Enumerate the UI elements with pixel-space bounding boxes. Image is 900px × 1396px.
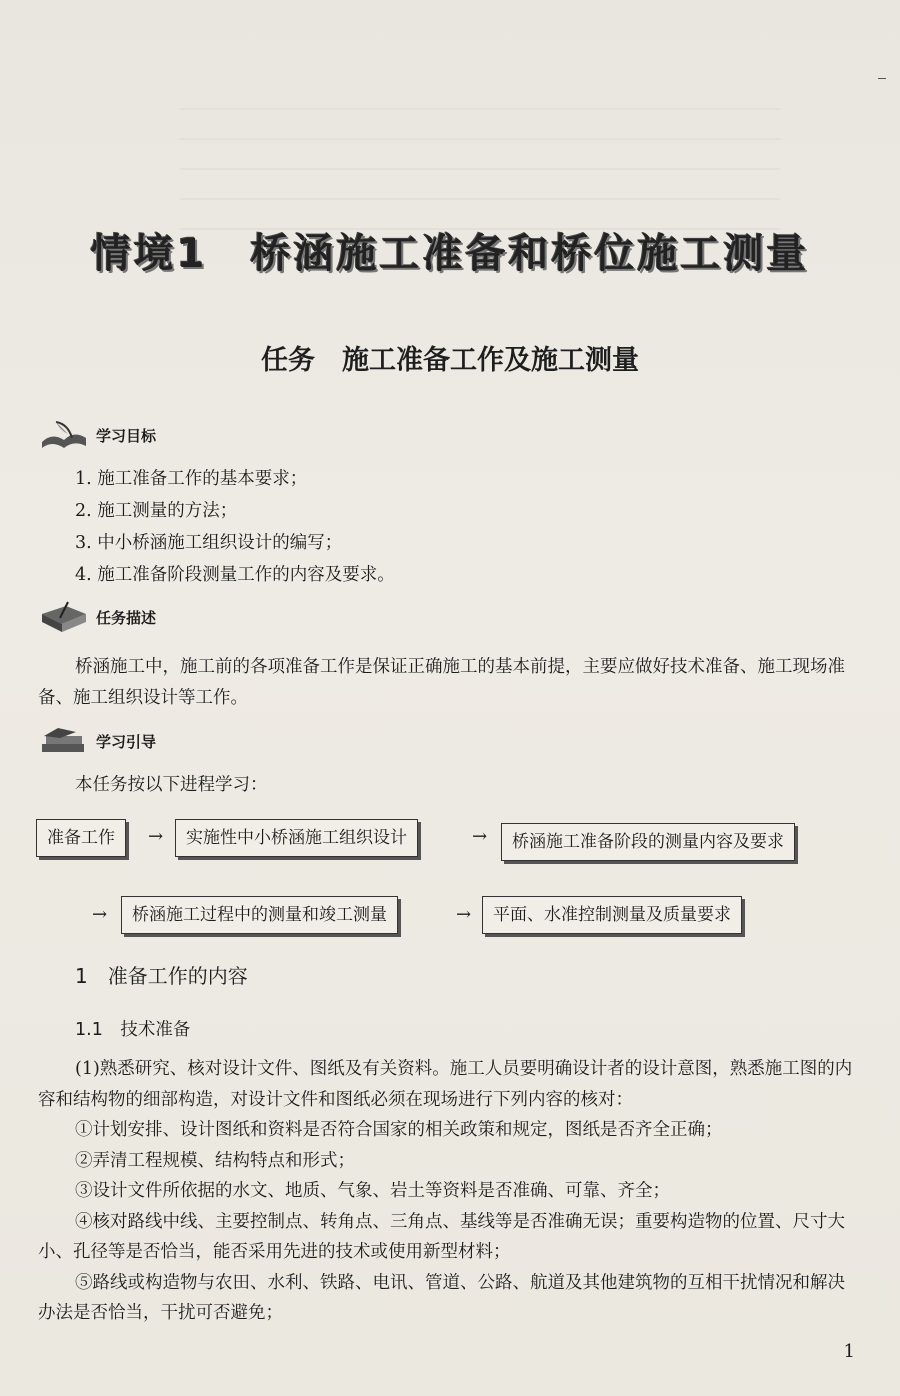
section-heading: 1 准备工作的内容 bbox=[75, 964, 248, 988]
flow-step-4: 桥涵施工过程中的测量和竣工测量 bbox=[121, 896, 398, 934]
flow-arrow: → bbox=[456, 904, 472, 925]
chapter-title: 情境1 桥涵施工准备和桥位施工测量 bbox=[90, 231, 810, 277]
check-item: ②弄清工程规模、结构特点和形式； bbox=[75, 1150, 355, 1171]
flow-step-5: 平面、水准控制测量及质量要求 bbox=[482, 896, 742, 934]
goal-item: 3. 中小桥涵施工组织设计的编写； bbox=[75, 533, 343, 553]
books-icon bbox=[38, 724, 90, 758]
flow-step-2: 实施性中小桥涵施工组织设计 bbox=[175, 819, 418, 857]
learning-goals-heading bbox=[38, 418, 156, 452]
flow-arrow: → bbox=[472, 826, 488, 847]
check-item: ⑤路线或构造物与农田、水利、铁路、电讯、管道、公路、航道及其他建筑物的互相干扰情况和解决办法是否恰当，干扰可否避免； bbox=[38, 1272, 845, 1323]
goal-item: 4. 施工准备阶段测量工作的内容及要求。 bbox=[75, 565, 395, 585]
subsection-heading: 1.1 技术准备 bbox=[75, 1020, 191, 1040]
learning-guide-intro: 本任务按以下进程学习： bbox=[75, 775, 268, 795]
goal-item: 2. 施工测量的方法； bbox=[75, 501, 238, 521]
learning-goals-label: 学习目标 bbox=[96, 426, 157, 445]
goal-item: 1. 施工准备工作的基本要求； bbox=[75, 469, 308, 489]
flow-step-1: 准备工作 bbox=[36, 819, 126, 857]
learning-guide-heading bbox=[38, 724, 156, 758]
section-body bbox=[38, 1054, 858, 1329]
body-paragraph: (1)熟悉研究、核对设计文件、图纸及有关资料。施工人员要明确设计者的设计意图，熟悉施工图的内容和结构物的细部构造，对设计文件和图纸必须在现场进行下列内容的核对： bbox=[38, 1059, 853, 1110]
learning-guide-label: 学习引导 bbox=[96, 732, 157, 751]
margin-mark bbox=[878, 78, 886, 79]
flow-arrow: → bbox=[148, 826, 164, 847]
show-through-texture bbox=[180, 100, 780, 230]
flow-step-3: 桥涵施工准备阶段的测量内容及要求 bbox=[501, 823, 795, 861]
book-pen-icon bbox=[38, 600, 90, 634]
check-item: ③设计文件所依据的水文、地质、气象、岩土等资料是否准确、可靠、齐全； bbox=[75, 1181, 670, 1201]
flow-arrow: → bbox=[92, 904, 108, 925]
task-description-label: 任务描述 bbox=[96, 608, 157, 627]
check-item: ④核对路线中线、主要控制点、转角点、三角点、基线等是否准确无误；重要构造物的位置、尺寸大小、孔径等是否恰当，能否采用先进的技术或使用新型材料； bbox=[38, 1211, 845, 1262]
book-quill-icon bbox=[38, 418, 90, 452]
task-description-heading bbox=[38, 600, 156, 634]
task-title: 任务 施工准备工作及施工测量 bbox=[261, 345, 639, 376]
check-item: ①计划安排、设计图纸和资料是否符合国家的相关政策和规定，图纸是否齐全正确； bbox=[75, 1120, 723, 1140]
page-number: 1 bbox=[843, 1341, 855, 1362]
task-description-text: 桥涵施工中，施工前的各项准备工作是保证正确施工的基本前提，主要应做好技术准备、施工现场准备、施工组织设计等工作。 bbox=[38, 657, 845, 708]
